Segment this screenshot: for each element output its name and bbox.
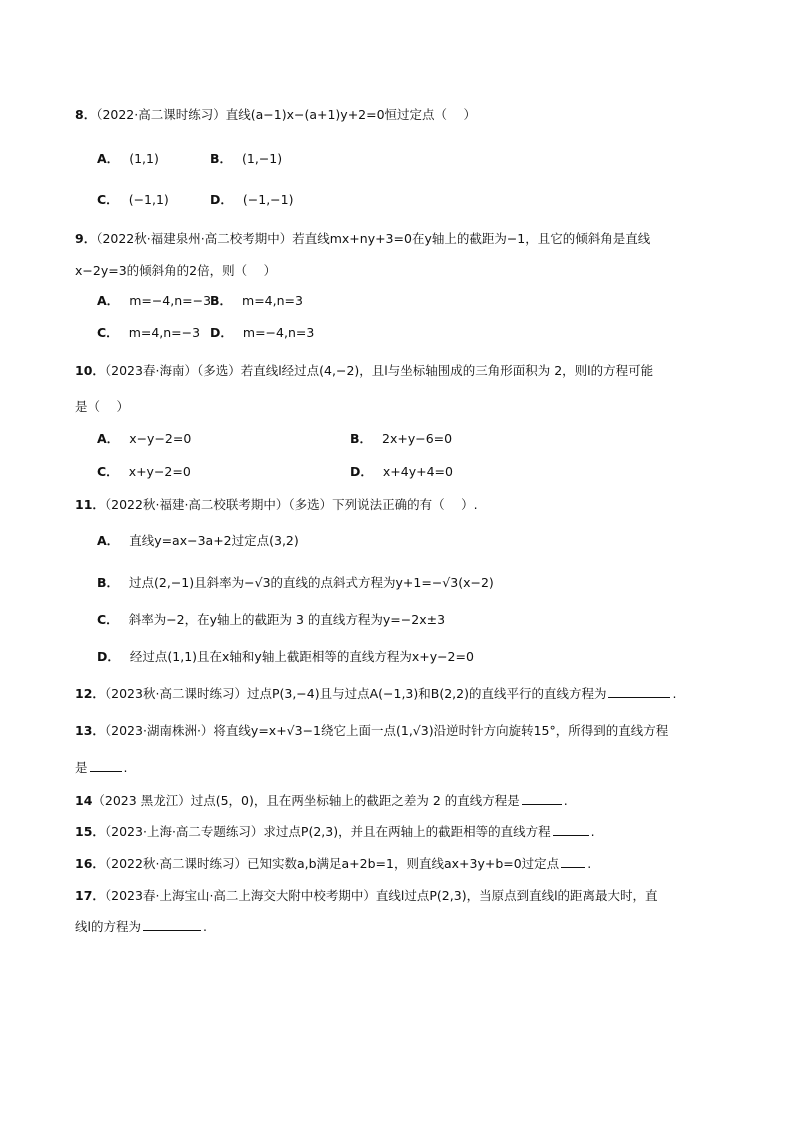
question-stem: 直线l过点P(2,3)，当原点到直线l的距离最大时，直 <box>375 888 658 903</box>
question-number: 16． <box>75 856 105 871</box>
question-source: （2022秋·福建·高二校联考期中） <box>104 497 289 512</box>
option-b: B． 2x+y−6=0 <box>350 431 453 446</box>
question-stem: （多选）若直线l经过点(4,−2)，且l与坐标轴围成的三角形面积为 2，则l的方程可能 <box>196 363 654 378</box>
question-stem: 过点P(3,−4)且与过点A(−1,3)和B(2,2)的直线平行的直线方程为 <box>246 686 607 701</box>
question-number: 17． <box>75 888 105 903</box>
question-source: （2022·高二课时练习） <box>96 107 226 122</box>
option-b: B． m=4,n=3 <box>210 293 303 308</box>
question-stem: （多选）下列说法正确的有（ ）. <box>288 497 478 512</box>
question-16: 16．（2022秋·高二课时练习）已知实数a,b满足a+2b=1，则直线ax+3y+b=0过定点 . <box>75 856 592 871</box>
question-15: 15．（2023·上海·高二专题练习）求过点P(2,3)，并且在两轴上的截距相等的直线方程 . <box>75 824 595 839</box>
question-number: 13． <box>75 723 105 738</box>
question-number: 14 <box>75 793 93 808</box>
option-c: C． x+y−2=0 <box>97 464 191 479</box>
question-source: （2023春·海南） <box>104 363 197 378</box>
option-a: A． x−y−2=0 <box>97 431 192 446</box>
question-number: 10． <box>75 363 105 378</box>
question-number: 8． <box>75 107 97 122</box>
question-13-continued: 是 . <box>75 760 128 775</box>
option-b: B． 过点(2,−1)且斜率为−√3的直线的点斜式方程为y+1=−√3(x−2) <box>97 575 494 590</box>
answer-blank[interactable] <box>561 855 585 868</box>
option-d: D． x+4y+4=0 <box>350 464 453 479</box>
question-10-continued: 是（ ） <box>75 399 129 414</box>
question-13 <box>75 722 668 740</box>
answer-blank[interactable] <box>522 792 562 805</box>
question-17-continued: 线l的方程为 . <box>75 919 207 934</box>
answer-blank[interactable] <box>553 823 589 836</box>
answer-blank[interactable] <box>90 759 122 772</box>
question-number: 11． <box>75 497 105 512</box>
question-number: 9． <box>75 231 97 246</box>
question-12: 12．（2023秋·高二课时练习）过点P(3,−4)且与过点A(−1,3)和B(2,2)的直线平行的直线方程为 . <box>75 686 677 701</box>
question-stem: 将直线y=x+√3−1绕它上面一点(1,√3)沿逆时针方向旋转15°，所得到的直线方程 <box>213 723 669 738</box>
option-a: A． m=−4,n=−3 <box>97 293 212 308</box>
question-stem: 求过点P(2,3)，并且在两轴上的截距相等的直线方程 <box>263 824 551 839</box>
question-17 <box>75 887 658 905</box>
option-a: A． 直线y=ax−3a+2过定点(3,2) <box>97 533 299 548</box>
question-number: 15． <box>75 824 105 839</box>
answer-blank[interactable] <box>143 918 201 931</box>
question-source: （2023 黑龙江） <box>92 793 191 808</box>
question-source: （2023春·上海宝山·高二上海交大附中校考期中） <box>104 888 376 903</box>
question-source: （2023·湖南株洲·） <box>104 723 214 738</box>
question-source: （2023·上海·高二专题练习） <box>104 824 264 839</box>
option-d: D． m=−4,n=3 <box>210 325 315 340</box>
question-8 <box>75 106 476 124</box>
option-d: D． 经过点(1,1)且在x轴和y轴上截距相等的直线方程为x+y−2=0 <box>97 649 474 664</box>
question-9 <box>75 230 650 248</box>
question-stem: 直线(a−1)x−(a+1)y+2=0恒过定点（ ） <box>225 107 477 122</box>
question-11 <box>75 496 478 514</box>
question-number: 12． <box>75 686 105 701</box>
option-c: C． (−1,1) <box>97 192 169 207</box>
question-source: （2022秋·高二课时练习） <box>104 856 247 871</box>
question-source: （2022秋·福建泉州·高二校考期中） <box>96 231 293 246</box>
question-9-continued: x−2y=3的倾斜角的2倍，则（ ） <box>75 263 277 278</box>
question-stem: 过点(5，0)，且在两坐标轴上的截距之差为 2 的直线方程是 <box>190 793 520 808</box>
option-d: D． (−1,−1) <box>210 192 294 207</box>
question-stem: 已知实数a,b满足a+2b=1，则直线ax+3y+b=0过定点 <box>246 856 560 871</box>
option-b: B． (1,−1) <box>210 151 283 166</box>
question-stem: 若直线mx+ny+3=0在y轴上的截距为−1，且它的倾斜角是直线 <box>292 231 651 246</box>
question-10 <box>75 362 653 380</box>
answer-blank[interactable] <box>608 685 670 698</box>
option-a: A． (1,1) <box>97 151 159 166</box>
question-14: 14（2023 黑龙江）过点(5，0)，且在两坐标轴上的截距之差为 2 的直线方程是 . <box>75 793 568 808</box>
option-c: C． m=4,n=−3 <box>97 325 201 340</box>
option-c: C． 斜率为−2，在y轴上的截距为 3 的直线方程为y=−2x±3 <box>97 612 446 627</box>
question-source: （2023秋·高二课时练习） <box>104 686 247 701</box>
